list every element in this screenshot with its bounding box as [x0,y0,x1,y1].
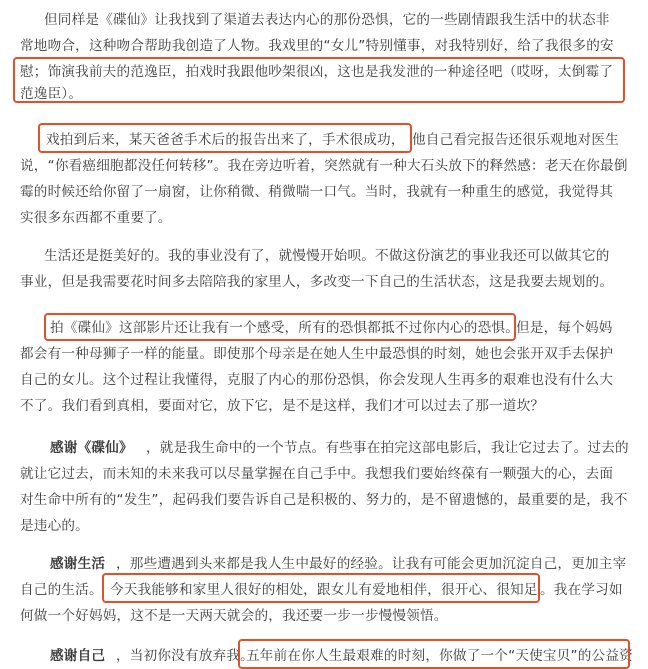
paragraph-line: ，那些遭遇到头来都是我人生中最好的经验。让我有可能会更加沉淀自己，更加主宰 [116,556,627,572]
thanks-heading: 感谢《碟仙》 [50,440,133,456]
paragraph-line: 不了。我们看到真相，要面对它，放下它，是不是这样，我们才可以过去了那一道坎？ [20,398,545,414]
paragraph-line: 自己的女儿。这个过程让我懂得，克服了内心的那份恐惧，你会发现人生再多的艰难也没有什么大 [20,372,614,388]
highlight-box [38,123,412,153]
highlight-box [102,573,540,603]
paragraph-line: 是违心的。 [20,518,89,534]
highlight-box [238,639,630,669]
highlight-box [13,57,625,103]
paragraph-line: 。我在学习如 [540,582,623,598]
paragraph-line: 戏拍到后来，某天爸爸手术后的报告出来了，手术很成功， [46,132,405,148]
thanks-heading: 感谢自己 [50,648,106,664]
paragraph-line: 说，“你看癌细胞都没任何转移”。我在旁边听着，突然就有一种大石头放下的释然感：老天在你最倒 [20,158,628,174]
paragraph-line: 但是，每个妈妈 [516,320,613,336]
paragraph-line: 实很多东西都不重要了。 [20,210,172,226]
paragraph-line: 他自己看完报告还很乐观地对医生 [412,132,619,148]
paragraph-line: 生活还是挺美好的。我的事业没有了，就慢慢开始呗。不做这份演艺的事业我还可以做其它的 [44,248,610,264]
paragraph-line: 自己的生活。 [20,582,103,598]
paragraph-line: 常地吻合，这种吻合帮助我创造了人物。我戏里的“女儿”特别懂事，对我特别好，给了我很多的安 [20,38,614,54]
paragraph-line: 事业，但是我需要花时间多去陪陪我的家里人，多改变一下自己的生活状态，这是我要去规划的。 [20,274,614,290]
paragraph-line: 就让它过去，而未知的未来我可以尽量掌握在自己手中。我想我们要始终葆有一颗强大的心，去面 [20,466,614,482]
paragraph-line: 何做一个好妈妈，这不是一天两天就会的，我还要一步一步慢慢领悟。 [20,608,448,624]
paragraph-line: 对生命中所有的“发生”，起码我们要告诉自己是积极的、努力的，是不留遗憾的，最重要的是，我不 [20,492,628,508]
paragraph-line: 范逸臣）。 [20,86,83,102]
paragraph-line: 五年前在你人生最艰难的时刻，你做了一个“天使宝贝”的公益资 [246,648,633,664]
paragraph-line: 霉的时候还给你留了一扇窗，让你稍微、稍微喘一口气。当时，我就有一种重生的感觉，我觉得其 [20,184,614,200]
paragraph-line: 拍《碟仙》这部影片还让我有一个感受，所有的恐惧都抵不过你内心的恐惧。 [50,320,519,336]
paragraph-line: ，当初你没有放弃我。 [116,648,254,664]
paragraph-line: 今天我能够和家里人很好的相处，跟女儿有爱地相伴，很开心、很知足 [110,582,538,598]
thanks-heading: 感谢生活 [50,556,106,572]
paragraph-line: 但同样是《碟仙》让我找到了渠道去表达内心的那份恐惧，它的一些剧情跟我生活中的状态非 [44,12,610,28]
paragraph-line: ，就是我生命中的一个节点。有些事在拍完这部电影后，我让它过去了。过去的 [146,440,629,456]
paragraph-line: 慰；饰演我前夫的范逸臣，拍戏时我跟他吵架很凶，这也是我发泄的一种途径吧（哎呀，太倒霉了 [20,64,614,80]
paragraph-line: 都会有一种母狮子一样的能量。即使那个母亲是在她人生中最恐惧的时刻，她也会张开双手去保护 [20,346,614,362]
highlight-box [44,313,516,341]
